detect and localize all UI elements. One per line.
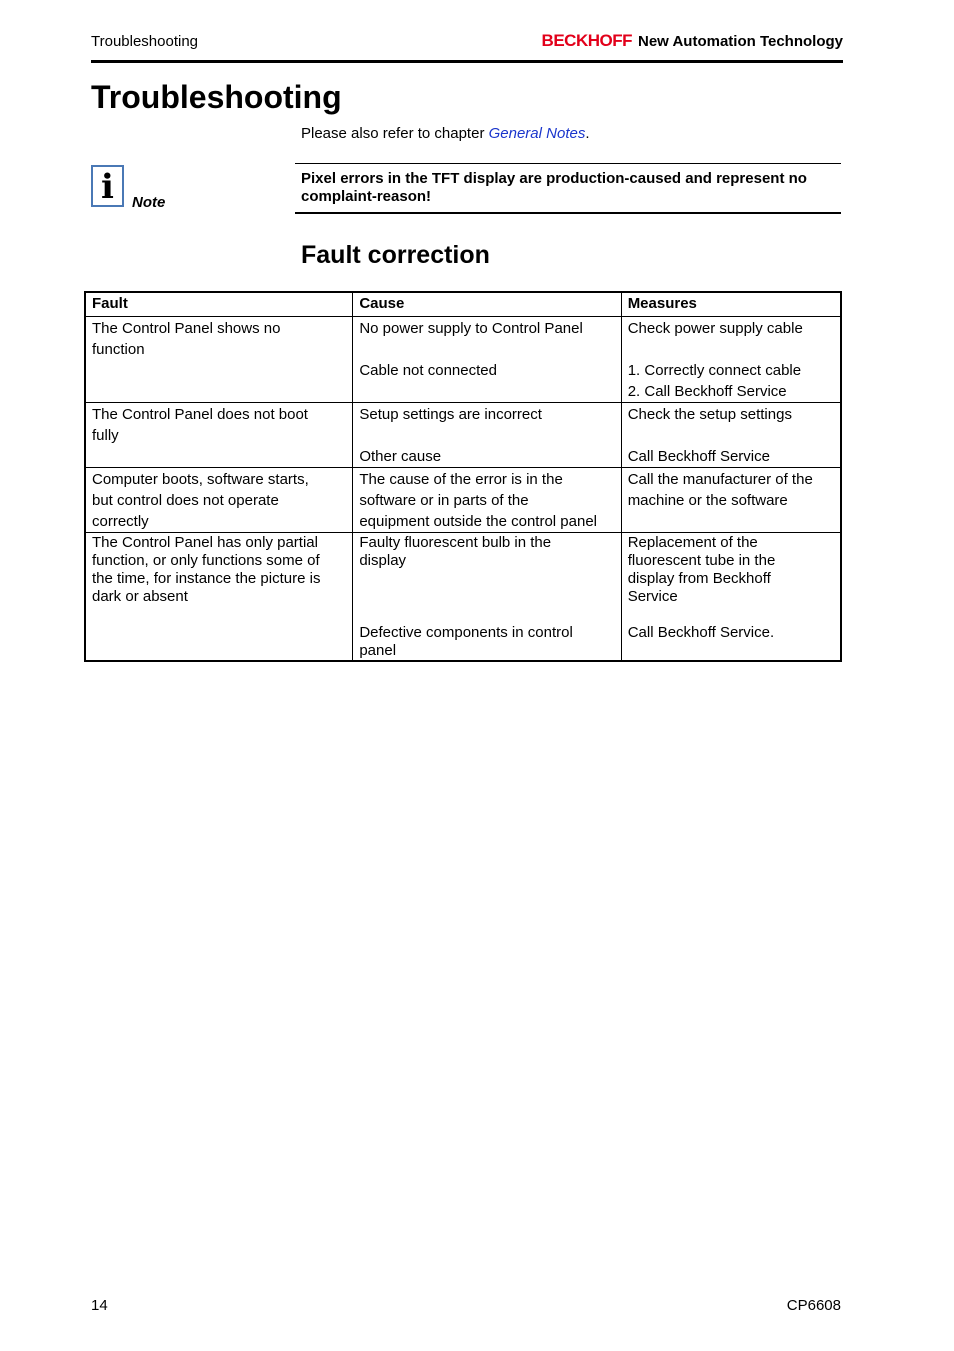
- fault-line: fully: [92, 427, 119, 444]
- fault-line: Computer boots, software starts,: [92, 471, 309, 488]
- cell-cause: [353, 317, 621, 403]
- brand-slogan: New Automation Technology: [638, 33, 843, 50]
- info-icon: [91, 165, 124, 207]
- fault-line: function, or only functions some of: [92, 552, 320, 569]
- cell-fault: [85, 533, 353, 662]
- table-row: [85, 533, 841, 662]
- refer-end: .: [585, 125, 590, 142]
- measures-line: Service: [627, 588, 678, 605]
- page-title: Troubleshooting: [91, 79, 342, 115]
- table-row: [85, 468, 841, 533]
- cell-measures: [621, 317, 841, 403]
- note-text: Pixel errors in the TFT display are production-caused and represent no complaint-reason!: [301, 170, 807, 205]
- measures-line: display from Beckhoff: [627, 570, 771, 587]
- header-measures: Measures: [621, 292, 841, 317]
- cell-cause: [353, 533, 621, 662]
- measures-line: machine or the software: [627, 492, 788, 509]
- refer-prefix: Please also refer to chapter: [301, 125, 489, 142]
- info-icon-glyph: i: [101, 167, 114, 207]
- fault-line: The Control Panel has only partial: [92, 534, 318, 551]
- measures-line: Call the manufacturer of the: [627, 471, 813, 488]
- cell-measures: [621, 468, 841, 533]
- measures-line: Call Beckhoff Service: [627, 448, 770, 465]
- brand-logo: [542, 31, 843, 51]
- cause-line: Faulty fluorescent bulb in the: [359, 534, 552, 551]
- cause-line: display: [359, 552, 407, 569]
- cell-fault: [85, 403, 353, 468]
- fault-table: [84, 291, 842, 662]
- cell-cause: [353, 403, 621, 468]
- header-cause: Cause: [353, 292, 621, 317]
- cause-line: Setup settings are incorrect: [359, 406, 542, 423]
- measures-line: Replacement of the: [627, 534, 758, 551]
- header-section-title: Troubleshooting: [91, 33, 199, 50]
- cause-line: software or in parts of the: [359, 492, 529, 509]
- measures-line: 2. Call Beckhoff Service: [627, 383, 787, 400]
- measures-line: fluorescent tube in the: [627, 552, 776, 569]
- header-fault: Fault: [85, 292, 353, 317]
- cause-line: equipment outside the control panel: [359, 513, 598, 530]
- measures-line: Check the setup settings: [627, 406, 792, 423]
- cell-fault: [85, 468, 353, 533]
- fault-line: dark or absent: [92, 588, 188, 605]
- page-number: 14: [91, 1297, 108, 1314]
- cause-line: panel: [359, 642, 397, 659]
- section-heading: Fault correction: [301, 241, 490, 269]
- header-rule: [91, 60, 843, 63]
- fault-line: correctly: [92, 513, 149, 530]
- table-row: [85, 403, 841, 468]
- measures-line: Call Beckhoff Service.: [627, 624, 775, 641]
- cause-line: Defective components in control: [359, 624, 573, 641]
- fault-line: The Control Panel shows no: [92, 320, 281, 337]
- fault-line: but control does not operate: [92, 492, 279, 509]
- refer-text: [301, 125, 590, 142]
- note-box: [295, 163, 841, 214]
- fault-line: function: [92, 341, 145, 358]
- product-name: CP6608: [786, 1297, 841, 1314]
- fault-line: the time, for instance the picture is: [92, 570, 321, 587]
- cell-cause: [353, 468, 621, 533]
- measures-line: 1. Correctly connect cable: [627, 362, 802, 379]
- cause-line: The cause of the error is in the: [359, 471, 563, 488]
- fault-line: The Control Panel does not boot: [92, 406, 308, 423]
- measures-line: Check power supply cable: [627, 320, 803, 337]
- table-row: [85, 317, 841, 403]
- cell-measures: [621, 533, 841, 662]
- table-header-row: [85, 292, 841, 317]
- cause-line: No power supply to Control Panel: [359, 320, 583, 337]
- cell-fault: [85, 317, 353, 403]
- cause-line: Other cause: [359, 448, 442, 465]
- note-label: Note: [132, 194, 166, 211]
- cell-measures: [621, 403, 841, 468]
- general-notes-link[interactable]: General Notes: [488, 125, 586, 142]
- brand-name: BECKHOFF: [541, 31, 632, 50]
- cause-line: Cable not connected: [359, 362, 497, 379]
